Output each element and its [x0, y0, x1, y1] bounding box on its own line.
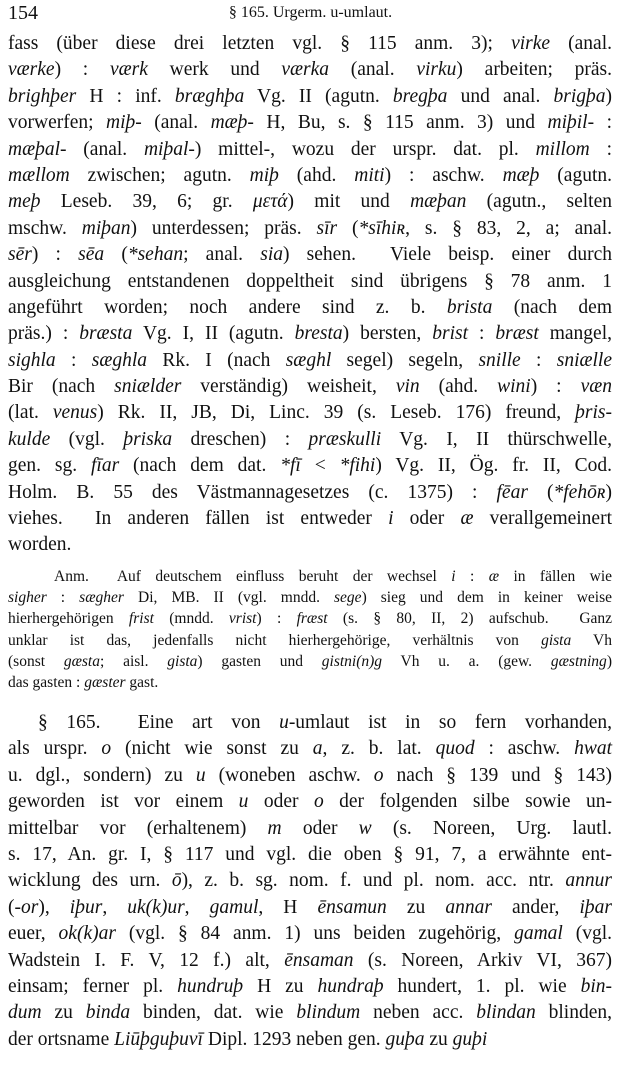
italic-term: -or — [14, 896, 39, 918]
italic-term: værka — [281, 59, 329, 81]
text-line — [8, 608, 612, 629]
paragraph-body — [8, 31, 612, 559]
text-run: § 165. Eine art von — [38, 712, 280, 733]
italic-term: virke — [511, 33, 551, 54]
text-run: der folgenden silbe sowie un- — [323, 791, 613, 813]
text-run: oder — [248, 791, 314, 813]
italic-term: guþa — [385, 1028, 425, 1050]
text-run: H zu — [243, 975, 318, 997]
text-run: ) mit und — [287, 191, 411, 213]
text-run: gen. sg. — [8, 455, 91, 477]
italic-term: bræst — [495, 323, 539, 345]
text-run: (vgl. — [50, 428, 124, 450]
italic-term: o — [373, 764, 384, 786]
text-line — [8, 710, 612, 736]
text-run: euer, — [8, 923, 59, 945]
text-run: Dipl. 1293 neben gen. — [202, 1028, 386, 1050]
italic-term: sæghl — [285, 349, 332, 371]
text-run: (vgl. § 84 anm. 1) uns beiden zugehörig, — [115, 923, 515, 945]
text-run: oder — [281, 817, 359, 839]
text-line — [8, 921, 612, 947]
italic-term: sniælder — [114, 376, 182, 398]
text-run: mschw. — [8, 217, 82, 239]
text-line — [8, 348, 612, 374]
text-run: ) Rk. II, JB, Di, Linc. 39 (s. Leseb. 176) freund, — [97, 402, 576, 424]
text-line — [8, 400, 612, 426]
text-run: geworden ist vor einem — [8, 791, 239, 813]
text-line — [8, 374, 612, 400]
italic-term: mæþan — [410, 191, 467, 213]
italic-term: guþi — [452, 1028, 488, 1050]
text-run: ) — [605, 481, 613, 503]
text-run: zu — [386, 896, 446, 918]
text-run: neben acc. — [360, 1002, 477, 1024]
text-run: ( — [527, 481, 554, 503]
italic-term: værk — [109, 59, 148, 81]
text-run: , — [184, 896, 210, 918]
italic-term: u — [195, 764, 206, 786]
text-run: in fällen wie — [499, 568, 613, 585]
text-run: u. dgl., sondern) zu — [8, 764, 196, 786]
text-run: angeführt worden; noch andere sind z. b. — [8, 296, 447, 318]
italic-term: w — [358, 817, 372, 839]
text-run: : — [46, 589, 80, 607]
section-165-paragraph — [8, 710, 612, 1053]
italic-term: o — [313, 791, 324, 813]
text-line — [8, 842, 612, 868]
text-line — [8, 763, 612, 789]
italic-term: mæþal- — [8, 138, 67, 160]
text-run: , H — [258, 896, 318, 918]
text-run: ) unterdessen; präs. — [130, 217, 317, 239]
text-run: ) bersten, — [342, 323, 433, 345]
italic-term: quod — [435, 738, 475, 760]
italic-term: sege — [334, 589, 362, 607]
text-line — [8, 269, 612, 295]
italic-term: fīar — [90, 455, 120, 477]
text-run: (anal. — [66, 138, 144, 160]
italic-term: u — [238, 791, 249, 813]
text-run: Di, MB. II (vgl. mndd. — [123, 589, 335, 607]
text-run: gast. — [125, 673, 159, 691]
text-run: (nach dem dat. — [119, 455, 281, 477]
italic-term: hundraþ — [317, 975, 384, 997]
italic-term: hundruþ — [177, 975, 244, 997]
italic-term: ō — [171, 870, 182, 892]
italic-term: præskulli — [308, 428, 382, 450]
text-run: (agutn. — [539, 164, 613, 186]
text-line — [8, 736, 612, 762]
italic-term: sigher — [8, 589, 47, 607]
text-line — [8, 566, 612, 587]
italic-term: miþ- — [106, 112, 142, 134]
italic-term: o — [101, 738, 112, 760]
text-run: ausgleichung entstandenen doppeltheit sind übrigens § 78 anm. 1 — [8, 270, 612, 292]
italic-term: bregþa — [392, 85, 448, 107]
italic-term: brighþer — [8, 85, 77, 107]
italic-term: a — [312, 738, 323, 760]
text-run: (s. Noreen, Arkiv VI, 367) — [353, 949, 612, 971]
italic-term: *fī — [280, 455, 301, 477]
text-run: , z. b. lat. — [322, 738, 436, 760]
text-run: Bir (nach — [8, 376, 115, 398]
italic-term: ok(k)ar — [58, 923, 116, 945]
text-run: (anal. — [550, 33, 612, 54]
italic-term: miti — [354, 164, 385, 186]
italic-term: gista — [541, 631, 572, 649]
text-run: ( — [8, 896, 15, 918]
italic-term: væn — [580, 376, 612, 398]
text-run: ) — [606, 652, 612, 670]
running-title: § 165. Urgerm. u-umlaut. — [228, 4, 393, 21]
text-run: , s. § 83, 2, a; anal. — [405, 217, 612, 239]
text-run: : — [594, 112, 613, 134]
italic-term: iþur — [69, 896, 103, 918]
text-run: ) : — [530, 376, 581, 398]
italic-term: *sehan — [127, 244, 184, 266]
italic-term: værke — [8, 59, 55, 81]
italic-term: gæster — [84, 673, 126, 691]
text-run: mittelbar vor (erhaltenem) — [8, 817, 268, 839]
italic-term: millom — [535, 138, 590, 160]
text-run: : — [55, 349, 92, 371]
italic-term: sia — [260, 244, 283, 266]
text-run: (nicht wie sonst zu — [111, 738, 313, 760]
text-run: ) gasten und — [197, 652, 322, 670]
text-line — [8, 427, 612, 453]
italic-term: mæþ — [502, 164, 540, 186]
italic-term: gistni(n)g — [321, 652, 383, 670]
text-line — [8, 974, 612, 1000]
text-run: zwischen; agutn. — [69, 164, 250, 186]
text-run: Vg. I, II (agutn. — [132, 323, 295, 345]
italic-term: blindan — [476, 1002, 536, 1024]
italic-term: æ — [488, 568, 500, 585]
text-line — [8, 587, 612, 608]
italic-term: bresta — [294, 323, 343, 345]
text-run: H, Bu, s. § 115 anm. 3) und — [253, 112, 548, 134]
italic-term: ēnsamun — [317, 896, 387, 918]
text-line — [8, 651, 612, 672]
text-run: (s. § 80, II, 2) aufschub. Ganz — [327, 610, 613, 628]
text-line — [8, 242, 612, 268]
text-run: (nach dem — [492, 296, 612, 318]
text-run: Rk. I (nach — [147, 349, 286, 371]
text-run: ) sieg und dem in keiner weise — [361, 589, 613, 607]
italic-term: iþar — [579, 896, 613, 918]
text-run: ) arbeiten; präs. — [456, 59, 612, 81]
text-line — [8, 895, 612, 921]
italic-term: frist — [128, 610, 154, 628]
italic-term: Liūþguþuvī — [114, 1028, 203, 1050]
text-run: Vh — [571, 631, 613, 649]
text-run: ( — [104, 244, 128, 266]
text-run: ) : — [31, 244, 79, 266]
text-line — [8, 84, 612, 110]
text-run: Vg. I, II thürschwelle, — [381, 428, 612, 450]
text-run: < — [300, 455, 340, 477]
text-run: , — [102, 896, 128, 918]
italic-term: sighla — [8, 349, 56, 371]
text-run: dreschen) : — [172, 428, 309, 450]
text-run: : aschw. — [474, 738, 575, 760]
text-run: : — [589, 138, 612, 160]
italic-term: brist — [432, 323, 469, 345]
text-run: segel) segeln, — [331, 349, 479, 371]
text-line — [8, 630, 612, 651]
text-run: und anal. — [447, 85, 554, 107]
italic-term: bræsta — [79, 323, 133, 345]
text-run: (vgl. — [562, 923, 613, 945]
text-run: : — [455, 568, 489, 585]
italic-term: virku — [416, 59, 457, 81]
text-run: einsam; ferner pl. — [8, 975, 178, 997]
italic-term: u — [279, 712, 289, 733]
text-run: mangel, — [538, 323, 612, 345]
text-run: ) sehen. Viele beisp. einer durch — [283, 244, 612, 266]
text-line — [8, 1000, 612, 1026]
text-line — [8, 672, 612, 693]
text-line — [8, 1027, 612, 1053]
text-run: worden. — [8, 534, 72, 556]
text-line — [8, 789, 612, 815]
text-run: Leseb. 39, 6; gr. — [40, 191, 253, 213]
italic-term: *fihi — [339, 455, 376, 477]
text-run: oder — [393, 508, 461, 530]
italic-term: vrist — [228, 610, 257, 628]
text-run: ), z. b. sg. nom. f. und pl. nom. acc. ntr. — [181, 870, 566, 892]
italic-term: dum — [8, 1002, 42, 1024]
text-run: Holm. B. 55 des Västmannagesetzes (c. 1375) : — [8, 481, 497, 503]
text-run: werk und — [147, 59, 282, 81]
text-line — [8, 948, 612, 974]
text-run: H : inf. — [76, 85, 175, 107]
text-run: hierhergehörigen — [8, 610, 129, 628]
text-run: als urspr. — [8, 738, 102, 760]
italic-term: vin — [395, 376, 420, 398]
text-run: s. 17, An. gr. I, § 117 und vgl. die oben § 91, 7, a erwähnte ent- — [8, 843, 612, 865]
text-run: (s. Noreen, Urg. lautl. — [371, 817, 612, 839]
text-line — [8, 189, 612, 215]
italic-term: μετά — [252, 191, 288, 213]
text-run: ; aisl. — [100, 652, 168, 670]
italic-term: miþan — [81, 217, 131, 239]
italic-term: mæþ- — [210, 112, 254, 134]
text-run: verständig) weisheit, — [181, 376, 396, 398]
text-run: (woneben aschw. — [205, 764, 374, 786]
text-run: unklar ist das, jedenfalls nicht hierhergehörige, verhältnis von — [8, 631, 542, 649]
text-run: (agutn., selten — [466, 191, 612, 213]
text-run: der ortsname — [8, 1028, 115, 1050]
italic-term: *sīhiʀ — [358, 217, 406, 239]
text-run: fass (über diese drei letzten vgl. § 115 anm. 3); — [8, 33, 512, 54]
italic-term: þriska — [123, 428, 173, 450]
text-run: ; anal. — [183, 244, 261, 266]
italic-term: *fehōʀ — [553, 481, 606, 503]
text-line — [8, 163, 612, 189]
italic-term: blindum — [296, 1002, 361, 1024]
italic-term: snille — [478, 349, 521, 371]
italic-term: ēnsaman — [284, 949, 354, 971]
italic-term: i — [451, 568, 456, 585]
italic-term: m — [267, 817, 282, 839]
text-run: nach § 139 und § 143) — [383, 764, 612, 786]
text-run: zu — [424, 1028, 453, 1050]
text-run: : — [520, 349, 557, 371]
text-run: blinden, — [535, 1002, 613, 1024]
italic-term: bræghþa — [174, 85, 245, 107]
italic-term: fēar — [496, 481, 528, 503]
text-line — [8, 480, 612, 506]
italic-term: þris- — [575, 402, 612, 424]
italic-term: meþ — [8, 191, 41, 213]
text-run: ) Vg. II, Ög. fr. II, Cod. — [375, 455, 613, 477]
text-run: ) : — [256, 610, 297, 628]
text-run: verallgemeinert — [473, 508, 612, 530]
text-run: Anm. Auf deutschem einfluss beruht der wechsel — [54, 568, 452, 585]
text-run: vorwerfen; — [8, 112, 107, 134]
text-run: (ahd. — [419, 376, 498, 398]
text-run: binden, dat. wie — [130, 1002, 297, 1024]
text-run: Vh u. a. (gew. — [382, 652, 551, 670]
text-run: ander, — [491, 896, 580, 918]
running-header — [8, 2, 613, 24]
text-line — [8, 868, 612, 894]
italic-term: binda — [85, 1002, 131, 1024]
page-number: 154 — [8, 2, 38, 24]
text-run: ), — [38, 896, 70, 918]
text-run: (anal. — [329, 59, 417, 81]
italic-term: annar — [445, 896, 492, 918]
text-run: ) : aschw. — [384, 164, 503, 186]
text-run: ) mittel-, wozu der urspr. dat. pl. — [194, 138, 536, 160]
text-run: : — [468, 323, 496, 345]
italic-term: miþal- — [143, 138, 195, 160]
annotation-note — [8, 566, 612, 693]
text-run: (sonst — [8, 652, 64, 670]
text-line — [8, 295, 612, 321]
italic-term: wini — [497, 376, 531, 398]
text-line — [8, 816, 612, 842]
text-run: viehes. In anderen fällen ist entweder — [8, 508, 389, 530]
italic-term: kulde — [8, 428, 51, 450]
text-line — [8, 321, 612, 347]
text-run: ( — [337, 217, 359, 239]
italic-term: gamal — [514, 923, 563, 945]
text-line — [8, 110, 612, 136]
italic-term: fræst — [296, 610, 328, 628]
italic-term: venus — [52, 402, 98, 424]
text-line — [8, 57, 612, 83]
text-run: hundert, 1. pl. wie — [383, 975, 581, 997]
text-run: das gasten : — [8, 673, 85, 691]
italic-term: miþ — [249, 164, 279, 186]
text-run: -umlaut ist in so fern vorhanden, — [288, 712, 612, 733]
italic-term: uk(k)ur — [127, 896, 185, 918]
text-run: (lat. — [8, 402, 53, 424]
text-run: zu — [41, 1002, 86, 1024]
italic-term: bin- — [580, 975, 612, 997]
text-run: ) : — [54, 59, 110, 81]
italic-term: sæghla — [91, 349, 148, 371]
italic-term: i — [388, 508, 394, 530]
text-line — [8, 453, 612, 479]
text-line — [8, 216, 612, 242]
text-line — [8, 31, 612, 57]
italic-term: gista — [167, 652, 198, 670]
italic-term: sniælle — [556, 349, 613, 371]
italic-term: sēr — [8, 244, 32, 266]
italic-term: annur — [565, 870, 612, 892]
text-line — [8, 506, 612, 532]
italic-term: æ — [460, 508, 474, 530]
italic-term: brista — [446, 296, 493, 318]
text-run: (ahd. — [278, 164, 355, 186]
italic-term: gæsta — [63, 652, 100, 670]
italic-term: mællom — [8, 164, 70, 186]
text-run: Wadstein I. F. V, 12 f.) alt, — [8, 949, 285, 971]
text-line — [8, 137, 612, 163]
text-line — [8, 532, 612, 558]
italic-term: gæstning — [550, 652, 607, 670]
italic-term: sīr — [316, 217, 338, 239]
text-run: wicklung des urn. — [8, 870, 172, 892]
text-run: (mndd. — [153, 610, 229, 628]
text-run: präs.) : — [8, 323, 80, 345]
text-run: ) — [605, 85, 612, 107]
italic-term: brigþa — [553, 85, 606, 107]
italic-term: sægher — [79, 589, 124, 607]
italic-term: hwat — [574, 738, 612, 760]
italic-term: miþil- — [547, 112, 595, 134]
italic-term: gamul — [209, 896, 259, 918]
italic-term: sēa — [78, 244, 105, 266]
text-run: Vg. II (agutn. — [244, 85, 393, 107]
text-run: (anal. — [141, 112, 211, 134]
